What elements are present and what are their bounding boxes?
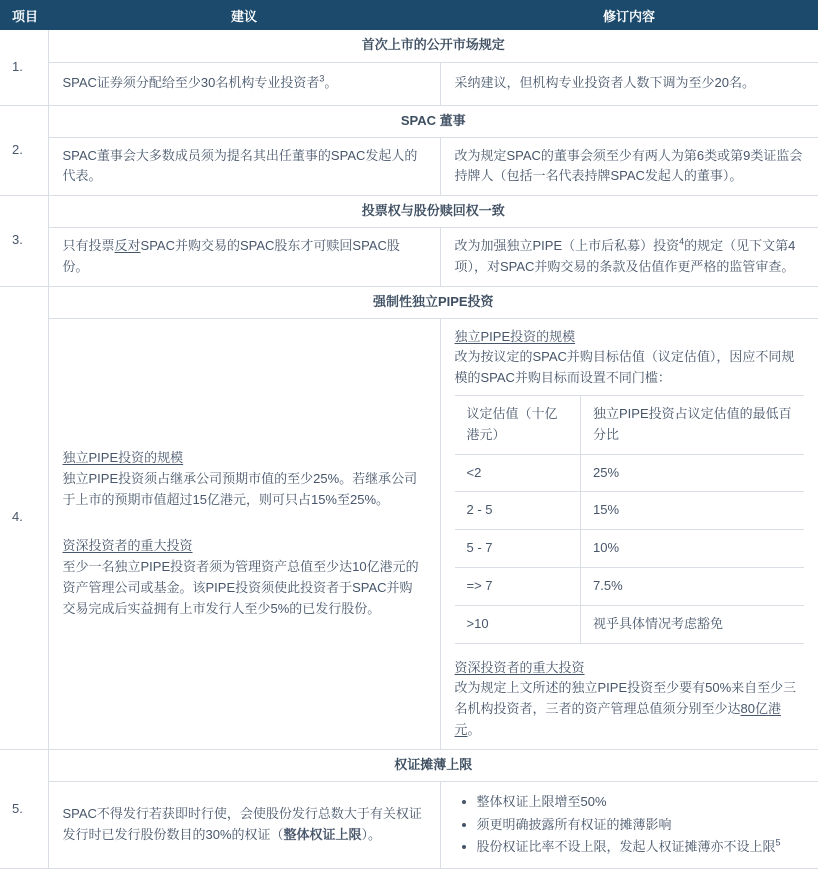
nested-cell-range: => 7 xyxy=(455,568,581,606)
text-segment: SPAC证券须分配给至少30名机构专业投资者 xyxy=(62,75,320,91)
nested-cell-range: <2 xyxy=(455,454,581,492)
suggestion-subheading-investor: 资深投资者的重大投资 xyxy=(62,538,193,554)
table-row xyxy=(0,196,818,228)
item-5-number: 5. xyxy=(0,749,48,868)
nested-table-row xyxy=(455,568,805,606)
revision-text-4a: 改为按议定的SPAC并购目标估值（议定估值），因应不同规模的SPAC并购目标而设置不同门槛： xyxy=(454,349,795,386)
suggestion-text-3 xyxy=(63,236,426,278)
bullet-item xyxy=(477,792,805,813)
revision-bullet-list xyxy=(455,792,805,858)
footnote-ref-3: 3 xyxy=(319,73,325,84)
suggestion-subheading-pipe-size: 独立PIPE投资的规模 xyxy=(62,449,184,465)
column-header-revision: 修订内容 xyxy=(440,0,818,30)
bullet-item xyxy=(477,815,805,836)
text-segment: SPAC并购交易的SPAC股东才可赎回SPAC股份。 xyxy=(62,238,400,274)
nested-table-row xyxy=(455,454,805,492)
nested-cell-range: 2 - 5 xyxy=(455,492,581,530)
item-3-number: 3. xyxy=(0,196,48,287)
column-header-suggestion: 建议 xyxy=(48,0,440,30)
nested-table-row xyxy=(455,492,805,530)
table-row xyxy=(0,105,818,137)
text-segment: 整体权证上限增至50% xyxy=(476,793,607,809)
nested-table-row xyxy=(455,605,805,643)
suggestion-text-4a: 独立PIPE投资须占继承公司预期市值的至少25%。若继承公司于上市的预期市值超过15亿港元，则可只占15%至25%。 xyxy=(62,470,418,507)
revision-text-2: 改为规定SPAC的董事会须至少有两人为第6类或第9类证监会持牌人（包括一名代表持牌SPAC发起人的董事）。 xyxy=(454,147,803,184)
revision-subheading-pipe-size: 独立PIPE投资的规模 xyxy=(454,328,576,344)
revision-cell-2 xyxy=(440,137,818,196)
text-segment: 股份权证比率不设上限，发起人权证摊薄亦不设上限 xyxy=(476,839,776,855)
footnote-ref-4: 4 xyxy=(679,236,685,247)
revision-cell-3 xyxy=(440,228,818,287)
section-title-3: 投票权与股份赎回权一致 xyxy=(48,196,818,228)
revision-text-4b xyxy=(455,678,805,740)
item-1-number: 1. xyxy=(0,30,48,105)
table-row xyxy=(0,62,818,105)
suggestion-text-4b: 至少一名独立PIPE投资者须为管理资产总值至少达10亿港元的资产管理公司或基金。该PIPE投资须使此投资者于SPAC并购交易完成后实益拥有上市发行人至少5%的已发行股份。 xyxy=(62,559,419,616)
nested-cell-range: 5 - 7 xyxy=(455,530,581,568)
footnote-ref-5: 5 xyxy=(775,838,781,849)
suggestion-cell-5 xyxy=(48,781,440,868)
text-segment: 。 xyxy=(467,722,481,738)
section-title-5: 权证摊薄上限 xyxy=(48,749,818,781)
underlined-term: 反对 xyxy=(114,238,141,254)
revision-text-1: 采纳建议，但机构专业投资者人数下调为至少20名。 xyxy=(454,75,755,91)
nested-cell-range: >10 xyxy=(455,605,581,643)
table-row xyxy=(0,286,818,318)
table-row xyxy=(0,318,818,749)
table-row xyxy=(0,228,818,287)
revision-text-3 xyxy=(455,236,805,278)
nested-cell-value: 7.5% xyxy=(581,568,805,606)
suggestion-cell-3 xyxy=(48,228,440,287)
section-title-4: 强制性独立PIPE投资 xyxy=(48,286,818,318)
revision-subheading-investor: 资深投资者的重大投资 xyxy=(454,659,585,675)
table-row xyxy=(0,781,818,868)
text-segment: ）。 xyxy=(361,827,382,843)
column-header-item: 项目 xyxy=(0,0,48,30)
suggestion-text-2: SPAC董事会大多数成员须为提名其出任董事的SPAC发起人的代表。 xyxy=(62,147,418,184)
nested-col-header-valuation: 议定估值（十亿港元） xyxy=(455,396,581,455)
item-4-number: 4. xyxy=(0,286,48,749)
revision-cell-1 xyxy=(440,62,818,105)
section-title-2: SPAC 董事 xyxy=(48,105,818,137)
suggestion-cell-1 xyxy=(48,62,440,105)
text-segment: 改为规定上文所述的独立PIPE投资至少要有50%来自至少三名机构投资者，三者的资产管理总值须分别至少达 xyxy=(454,680,797,717)
item-2-number: 2. xyxy=(0,105,48,196)
suggestion-cell-4 xyxy=(48,318,440,749)
table-header-row xyxy=(0,0,818,30)
table-row xyxy=(0,749,818,781)
suggestion-text-1 xyxy=(63,73,426,94)
text-segment: 须更明确披露所有权证的摊薄影响 xyxy=(476,816,672,832)
table-row xyxy=(0,30,818,62)
nested-cell-value: 15% xyxy=(581,492,805,530)
nested-col-header-percentage: 独立PIPE投资占议定估值的最低百分比 xyxy=(581,396,805,455)
text-segment: 改为加强独立PIPE（上市后私募）投资 xyxy=(454,238,680,254)
nested-cell-value: 视乎具体情况考虑豁免 xyxy=(581,605,805,643)
nested-cell-value: 25% xyxy=(581,454,805,492)
nested-header-row xyxy=(455,396,805,455)
revision-cell-5 xyxy=(440,781,818,868)
underlined-amount: 80亿港元 xyxy=(454,701,781,738)
text-segment: 。 xyxy=(324,75,338,91)
text-segment: SPAC不得发行若获即时行使，会使股份发行总数大于有关权证发行时已发行股份数目的30%的权证（ xyxy=(62,806,422,843)
revision-cell-4 xyxy=(440,318,818,749)
bullet-item xyxy=(477,837,805,858)
bold-term-warrant-cap: 整体权证上限 xyxy=(283,827,362,843)
table-row xyxy=(0,137,818,196)
nested-cell-value: 10% xyxy=(581,530,805,568)
suggestion-cell-2 xyxy=(48,137,440,196)
suggestion-text-5 xyxy=(63,804,426,846)
text-segment: 的规定（见下文第4项），对SPAC并购交易的条款及估值作更严格的监管审查。 xyxy=(454,238,796,274)
text-segment: 只有投票 xyxy=(62,238,115,254)
pipe-threshold-table xyxy=(455,395,805,644)
nested-table-row xyxy=(455,530,805,568)
section-title-1: 首次上市的公开市场规定 xyxy=(48,30,818,62)
